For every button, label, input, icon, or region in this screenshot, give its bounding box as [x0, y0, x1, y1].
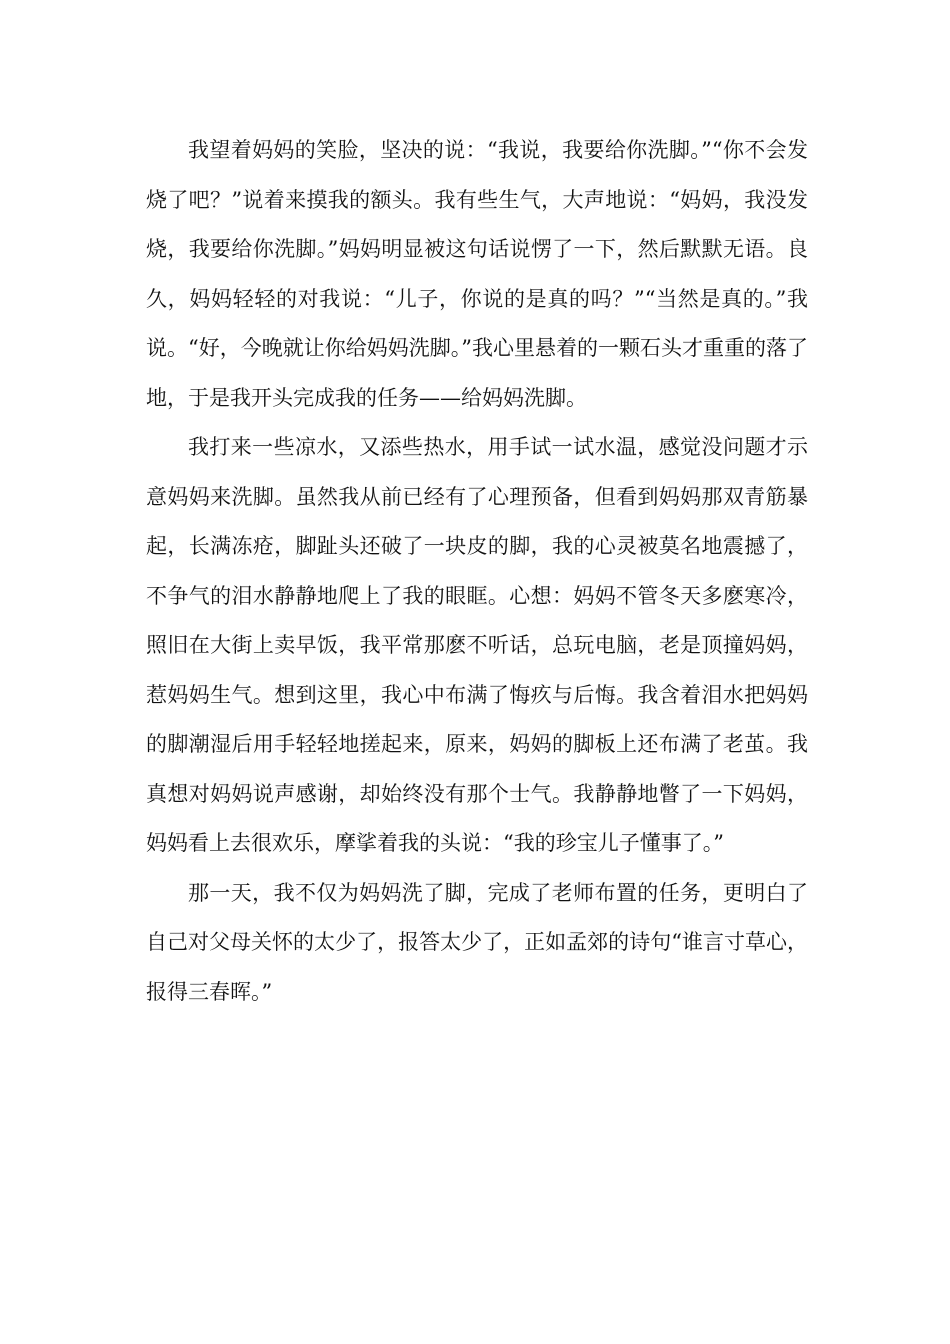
- document-body: [146, 126, 808, 1017]
- paragraph-1: 我望着妈妈的笑脸，坚决的说：“我说，我要给你洗脚。”“你不会发烧了吧？”说着来摸我的额头。我有些生气，大声地说：“妈妈，我没发烧，我要给你洗脚。”妈妈明显被这句话说愣了一下，然后默默无语。良久，妈妈轻轻的对我说：“儿子，你说的是真的吗？”“当然是真的。”我说。“好，今晚就让你给妈妈洗脚。”我心里悬着的一颗石头才重重的落了地，于是我开头完成我的任务——给妈妈洗脚。: [146, 138, 808, 410]
- paragraph-3: 那一天，我不仅为妈妈洗了脚，完成了老师布置的任务，更明白了自己对父母关怀的太少了，报答太少了，正如孟郊的诗句“谁言寸草心，报得三春晖。”: [146, 880, 808, 1004]
- paragraph-2: 我打来一些凉水，又添些热水，用手试一试水温，感觉没问题才示意妈妈来洗脚。虽然我从前已经有了心理预备，但看到妈妈那双青筋暴起，长满冻疮，脚趾头还破了一块皮的脚，我的心灵被莫名地震撼了，不争气的泪水静静地爬上了我的眼眶。心想：妈妈不管冬天多麽寒冷，照旧在大街上卖早饭，我平常那麽不听话，总玩电脑，老是顶撞妈妈，惹妈妈生气。想到这里，我心中布满了悔疚与后悔。我含着泪水把妈妈的脚潮湿后用手轻轻地搓起来，原来，妈妈的脚板上还布满了老茧。我真想对妈妈说声感谢，却始终没有那个士气。我静静地瞥了一下妈妈，妈妈看上去很欢乐，摩挲着我的头说：“我的珍宝儿子懂事了。”: [146, 435, 808, 855]
